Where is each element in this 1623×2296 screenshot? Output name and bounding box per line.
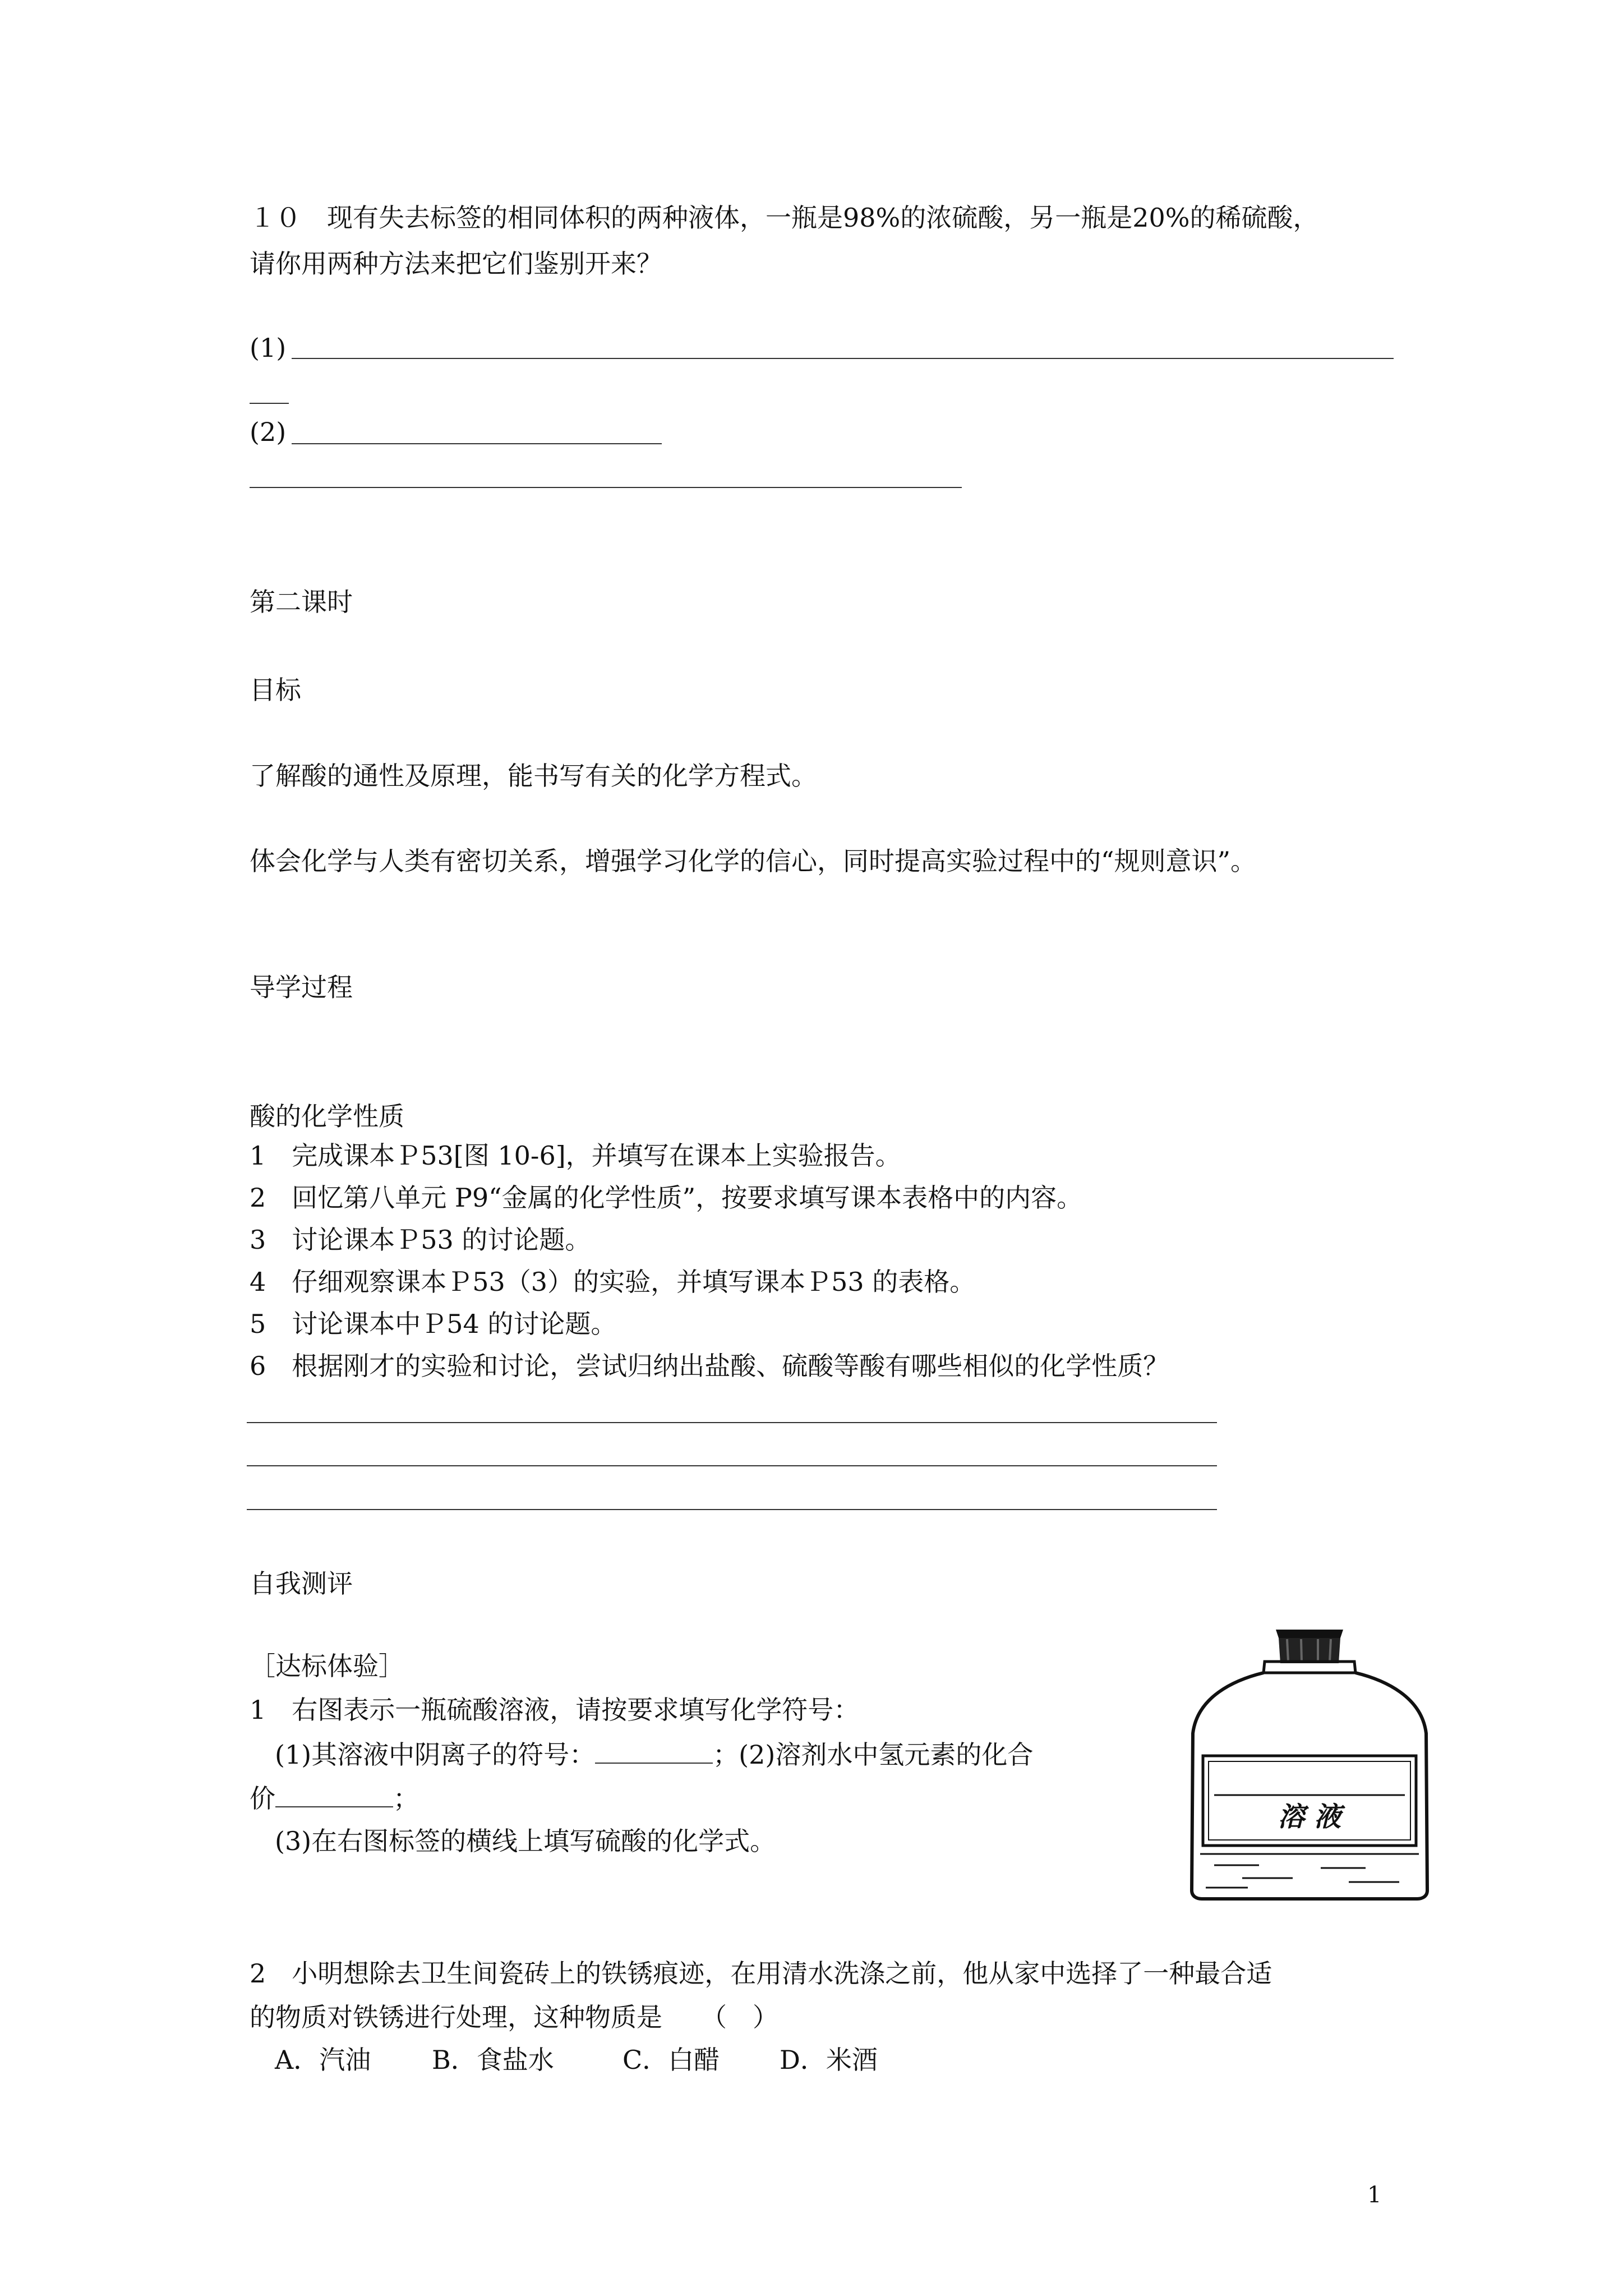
option-c[interactable]: C．白醋 xyxy=(623,2045,720,2075)
q1-line-2 xyxy=(275,1737,1033,1772)
q1-line-3-end: ； xyxy=(393,1783,419,1814)
q10-line-1: １０ 现有失去标签的相同体积的两种液体，一瓶是98%的浓硫酸，另一瓶是20%的稀硫酸， xyxy=(250,203,1319,233)
anion-symbol-blank[interactable] xyxy=(595,1737,713,1764)
page-number: 1 xyxy=(1367,2182,1382,2208)
bottle-label-text: 溶 液 xyxy=(1278,1801,1341,1833)
activity-item: 1 完成课本Ｐ53[图 10-6]，并填写在课本上实验报告。 xyxy=(250,1140,901,1171)
self-eval-subheading: ［达标体验］ xyxy=(250,1651,404,1681)
activity-item: 6 根据刚才的实验和讨论，尝试归纳出盐酸、硫酸等酸有哪些相似的化学性质？ xyxy=(250,1351,1169,1381)
sulfuric-acid-bottle-image xyxy=(1181,1627,1438,1902)
q10-answer-2-label: (2) xyxy=(250,417,287,447)
q10-line-2: 请你用两种方法来把它们鉴别开来？ xyxy=(250,249,662,279)
goal-2: 体会化学与人类有密切关系，增强学习化学的信心，同时提高实验过程中的“规则意识”。 xyxy=(250,846,1257,876)
activity-item: 2 回忆第八单元 P9“金属的化学性质”，按要求填写课本表格中的内容。 xyxy=(250,1182,1083,1213)
q1-line-4: (3)在右图标签的横线上填写硫酸的化学式。 xyxy=(275,1826,776,1856)
q10-answer-2-blank[interactable] xyxy=(292,443,662,444)
activity-item: 4 仔细观察课本Ｐ53（3）的实验，并填写课本Ｐ53 的表格。 xyxy=(250,1267,976,1297)
activity-item: 3 讨论课本Ｐ53 的讨论题。 xyxy=(250,1225,591,1255)
q1-part-1-text: (1)其溶液中阴离子的符号： xyxy=(275,1740,596,1770)
answer-line[interactable] xyxy=(247,1509,1217,1510)
q10-answer-1-blank[interactable] xyxy=(292,358,1394,359)
q10-answer-1-blank-continuation[interactable] xyxy=(250,403,289,404)
q1-line-3 xyxy=(250,1780,419,1815)
q10-answer-1-label: (1) xyxy=(250,333,287,363)
self-eval-heading: 自我测评 xyxy=(250,1568,353,1599)
lesson-title: 第二课时 xyxy=(250,587,353,617)
q10-answer-2-blank-continuation[interactable] xyxy=(250,487,962,488)
section-heading: 酸的化学性质 xyxy=(250,1101,404,1131)
q1-line-1: 1 右图表示一瓶硫酸溶液，请按要求填写化学符号： xyxy=(250,1695,860,1725)
bottle-drawing xyxy=(1181,1627,1438,1902)
option-d[interactable]: D．米酒 xyxy=(780,2045,878,2075)
q2-line-2: 的物质对铁锈进行处理，这种物质是 （ ） xyxy=(250,2002,778,2032)
option-a[interactable]: A．汽油 xyxy=(275,2045,371,2075)
q1-line-3-text: 价 xyxy=(250,1783,275,1814)
q2-options xyxy=(275,2043,878,2077)
q1-part-2-text: ；(2)溶剂水中氢元素的化合 xyxy=(713,1740,1034,1770)
valence-blank[interactable] xyxy=(275,1780,393,1807)
goal-heading: 目标 xyxy=(250,675,301,705)
process-heading: 导学过程 xyxy=(250,972,353,1002)
answer-line[interactable] xyxy=(247,1465,1217,1466)
option-b[interactable]: B．食盐水 xyxy=(432,2045,554,2075)
q2-line-1: 2 小明想除去卫生间瓷砖上的铁锈痕迹，在用清水洗涤之前，他从家中选择了一种最合适 xyxy=(250,1958,1272,1989)
goal-1: 了解酸的通性及原理，能书写有关的化学方程式。 xyxy=(250,761,817,791)
activity-item: 5 讨论课本中Ｐ54 的讨论题。 xyxy=(250,1309,617,1339)
answer-line[interactable] xyxy=(247,1422,1217,1423)
